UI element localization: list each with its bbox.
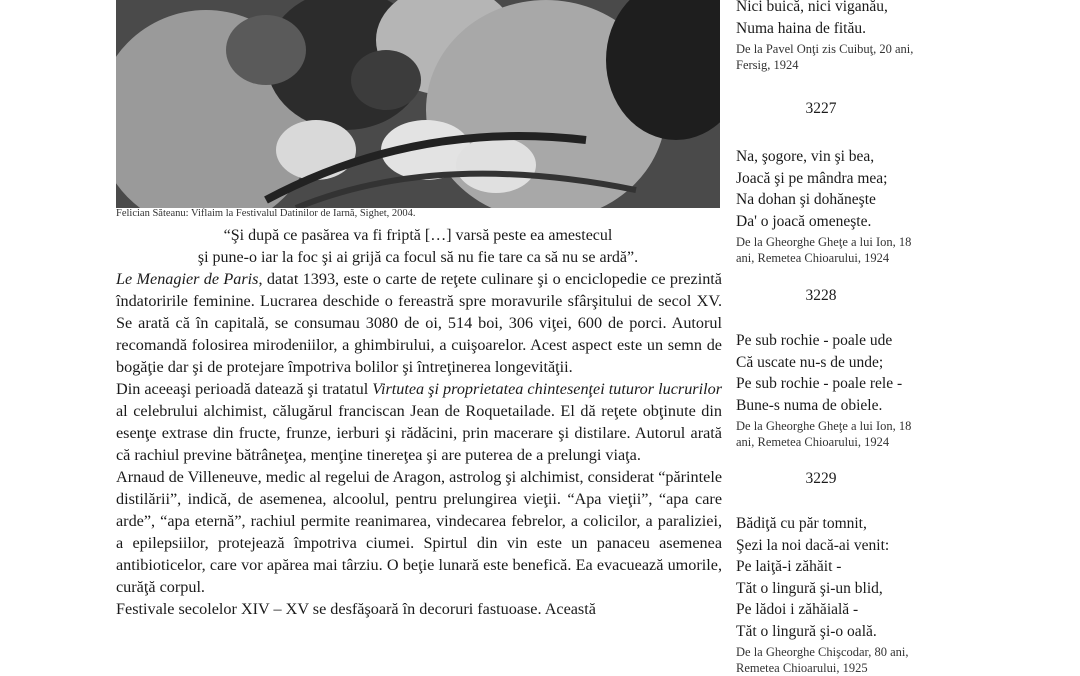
poem-3227 (736, 146, 911, 266)
verse-line: Bădiţă cu păr tomnit, (736, 515, 867, 532)
verse-line: Tăt o lingură şi-un blid, (736, 579, 883, 597)
poem-number: 3228 (805, 287, 837, 304)
verse-line: Pe laiţă-i zăhăit - (736, 558, 842, 575)
paragraph: Arnaud de Villeneuve, medic al regelui de Aragon, astrolog şi alchimist, considerat “părintele distilării”, indică, de asemenea, alcoolul, pentru prelungirea vieţii. “Apa vieţii”, “apa care arde”, “apa eternă”, rachiul permite reanimarea, vindecarea febrelor, a colicilor, a paraliziei, a epilepsiilor, protejează împotriva ciumei. Spirtul din vin este un panaceu asemenea antibioticelor, care vor apărea mai târziu. O beţie lunară este benefică. Ea evacuează umorile, curăţă corpul. (116, 468, 723, 596)
source-line: Fersig, 1924 (736, 58, 799, 72)
photograph (116, 0, 720, 208)
verse-line: Pe lădoi i zăhăială - (736, 601, 859, 618)
quote-line: “Şi după ce pasărea va fi friptă […] varsă peste ea amestecul (223, 227, 613, 244)
book-title: Le Menagier de Paris (116, 270, 259, 288)
verse-line: Nici buică, nici viganău, (736, 0, 888, 15)
epigraph-quote (116, 225, 720, 269)
verse-line: Numa haina de fitău. (736, 19, 866, 37)
photo-illustration (116, 0, 720, 208)
paragraph: Le Menagier de Paris, datat 1393, este o carte de reţete culinare şi o enciclopedie ce prezintă îndatoririle feminine. Lucrarea deschide o fereastră spre moravurile sfârşitului de secol XV. Se arată că în capitală, se consumau 3080 de oi, 514 boi, 306 viţei, 600 de porci. Autorul recomandă folosirea mirodeniilor, a ghimbirului, a cuişoarelor. Acest aspect este un semn de bogăţie dar şi de protejare împotriva bolilor şi întreţinerea longevităţii. (116, 270, 722, 376)
quote-line: şi pune-o iar la foc şi ai grijă ca focul să nu fie tare ca să nu se ardă”. (197, 249, 639, 266)
main-text (116, 268, 722, 620)
source-line: ani, Remetea Chioarului, 1924 (736, 435, 890, 449)
source-line: De la Gheorghe Chişcodar, 80 ani, (736, 645, 909, 659)
poem-number: 3227 (805, 100, 837, 117)
treatise-title: Virtutea şi proprietatea chintesenţei tuturor lucrurilor (372, 380, 722, 398)
paragraph: Din aceeaşi perioadă datează şi tratatul Virtutea şi proprietatea chintesenţei tuturor lucrurilor al celebrului alchimist, călugărul franciscan Jean de Roquetailade. El dă reţete obţinute din esenţe extrase din fructe, frunze, ierburi şi rădăcini, prin macerare şi distilare. Autorul arată că rachiul previne bătrâneţea, menţine tinereţea şi are puterea de a prelungi viaţa. (116, 380, 722, 464)
verse-line: Că uscate nu-s de unde; (736, 353, 884, 371)
verse-line: Şezi la noi dacă-ai venit: (736, 536, 890, 554)
poem-3228 (736, 330, 911, 450)
verse-line: Na dohan şi dohăneşte (736, 191, 876, 208)
verse-line: Na, şogore, vin şi bea, (736, 148, 875, 165)
source-line: De la Pavel Onţi zis Cuibuţ, 20 ani, (736, 42, 914, 56)
verse-line: Tăt o lingură şi-o oală. (736, 622, 877, 640)
verse-line: Joacă şi pe mândra mea; (736, 169, 888, 187)
verse-line: Pe sub rochie - poale rele - (736, 375, 903, 392)
photo-caption: Felician Săteanu: Viflaim la Festivalul Datinilor de Iarnă, Sighet, 2004. (116, 208, 416, 219)
verse-line: Da' o joacă omeneşte. (736, 212, 872, 230)
source-line: De la Gheorghe Gheţe a lui Ion, 18 (736, 419, 912, 433)
paragraph: Festivale secolelor XIV – XV se desfăşoară în decoruri fastuoase. Această (116, 600, 596, 618)
verse-line: Pe sub rochie - poale ude (736, 332, 893, 349)
poem-3229 (736, 513, 909, 676)
poem-number: 3229 (805, 470, 837, 487)
source-line: ani, Remetea Chioarului, 1924 (736, 251, 890, 265)
verse-line: Bune-s numa de obiele. (736, 396, 883, 414)
source-line: De la Gheorghe Gheţe a lui Ion, 18 (736, 235, 912, 249)
source-line: Remetea Chioarului, 1925 (736, 661, 868, 675)
poem-3226-end (736, 0, 913, 73)
